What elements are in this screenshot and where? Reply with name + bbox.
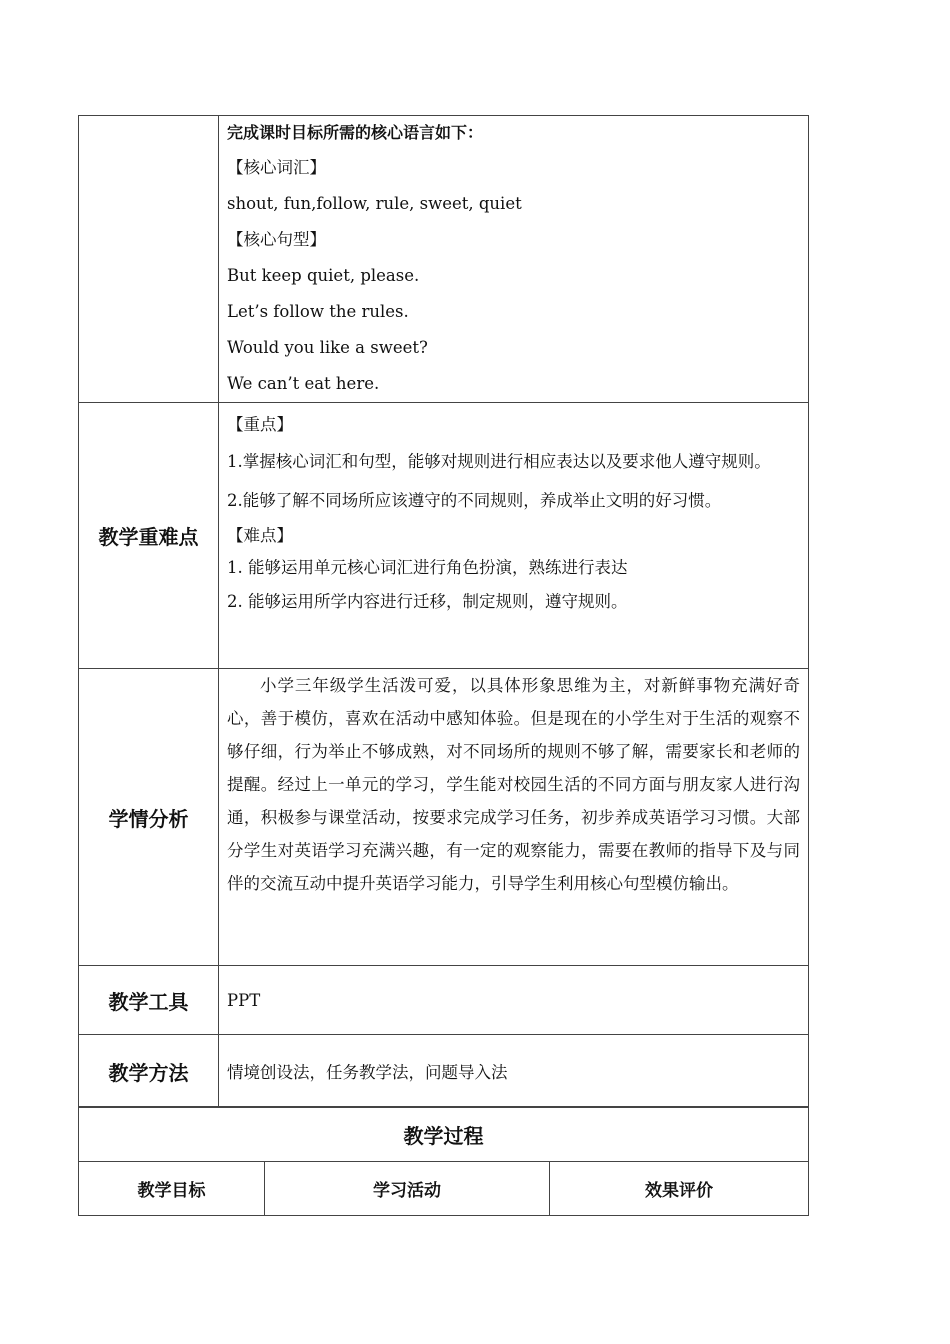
vocab-list: shout, fun,follow, rule, sweet, quiet (227, 194, 522, 213)
tools-row (79, 966, 809, 1035)
methods-value: 情境创设法，任务教学法，问题导入法 (219, 1035, 809, 1108)
process-title-row (79, 1107, 809, 1162)
vocab-label: 【核心词汇】 (227, 158, 326, 177)
focus-label: 【重点】 (227, 415, 293, 434)
focus-item: 1.掌握核心词汇和句型，能够对规则进行相应表达以及要求他人遵守规则。 (227, 452, 771, 471)
process-title: 教学过程 (79, 1107, 809, 1162)
methods-label: 教学方法 (79, 1035, 219, 1108)
column-header-evaluation: 效果评价 (550, 1162, 809, 1216)
tools-label: 教学工具 (79, 966, 219, 1035)
empty-label-cell (79, 116, 219, 403)
sentence-item: But keep quiet, please. (227, 266, 420, 285)
student-analysis-text: 小学三年级学生活泼可爱，以具体形象思维为主，对新鲜事物充满好奇心，善于模仿，喜欢在活动中感知体验。但是现在的小学生对于生活的观察不够仔细，行为举止不够成熟，对不同场所的规则不够了解，需要家长和老师的提醒。经过上一单元的学习，学生能对校园生活的不同方面与朋友家人进行沟通，积极参与课堂活动，按要求完成学习任务，初步养成英语学习习惯。大部分学生对英语学习充满兴趣，有一定的观察能力，需要在教师的指导下及与同伴的交流互动中提升英语学习能力，引导学生利用核心句型模仿输出。 (227, 676, 800, 893)
methods-row (79, 1035, 809, 1108)
tools-value: PPT (219, 966, 809, 1035)
difficulty-item: 1. 能够运用单元核心词汇进行角色扮演，熟练进行表达 (227, 558, 628, 577)
focus-item: 2.能够了解不同场所应该遵守的不同规则，养成举止文明的好习惯。 (227, 491, 722, 510)
key-points-cell (219, 403, 809, 669)
core-language-row (79, 116, 809, 403)
core-language-heading: 完成课时目标所需的核心语言如下： (227, 123, 484, 142)
sentence-item: Let’s follow the rules. (227, 302, 409, 321)
process-header-row (79, 1162, 809, 1216)
key-points-row (79, 403, 809, 669)
student-analysis-label: 学情分析 (79, 669, 219, 966)
teaching-process-table (78, 1106, 809, 1216)
key-points-label: 教学重难点 (79, 403, 219, 669)
difficulty-item: 2. 能够运用所学内容进行迁移，制定规则，遵守规则。 (227, 592, 628, 611)
difficulty-label: 【难点】 (227, 526, 293, 545)
sentence-item: We can’t eat here. (227, 374, 380, 393)
sentence-item: Would you like a sweet? (227, 338, 428, 357)
sentence-label: 【核心句型】 (227, 230, 326, 249)
column-header-goal: 教学目标 (79, 1162, 265, 1216)
core-language-cell (219, 116, 809, 403)
student-analysis-row (79, 669, 809, 966)
lesson-plan-table (78, 115, 809, 1108)
student-analysis-cell (219, 669, 809, 966)
column-header-activity: 学习活动 (265, 1162, 550, 1216)
